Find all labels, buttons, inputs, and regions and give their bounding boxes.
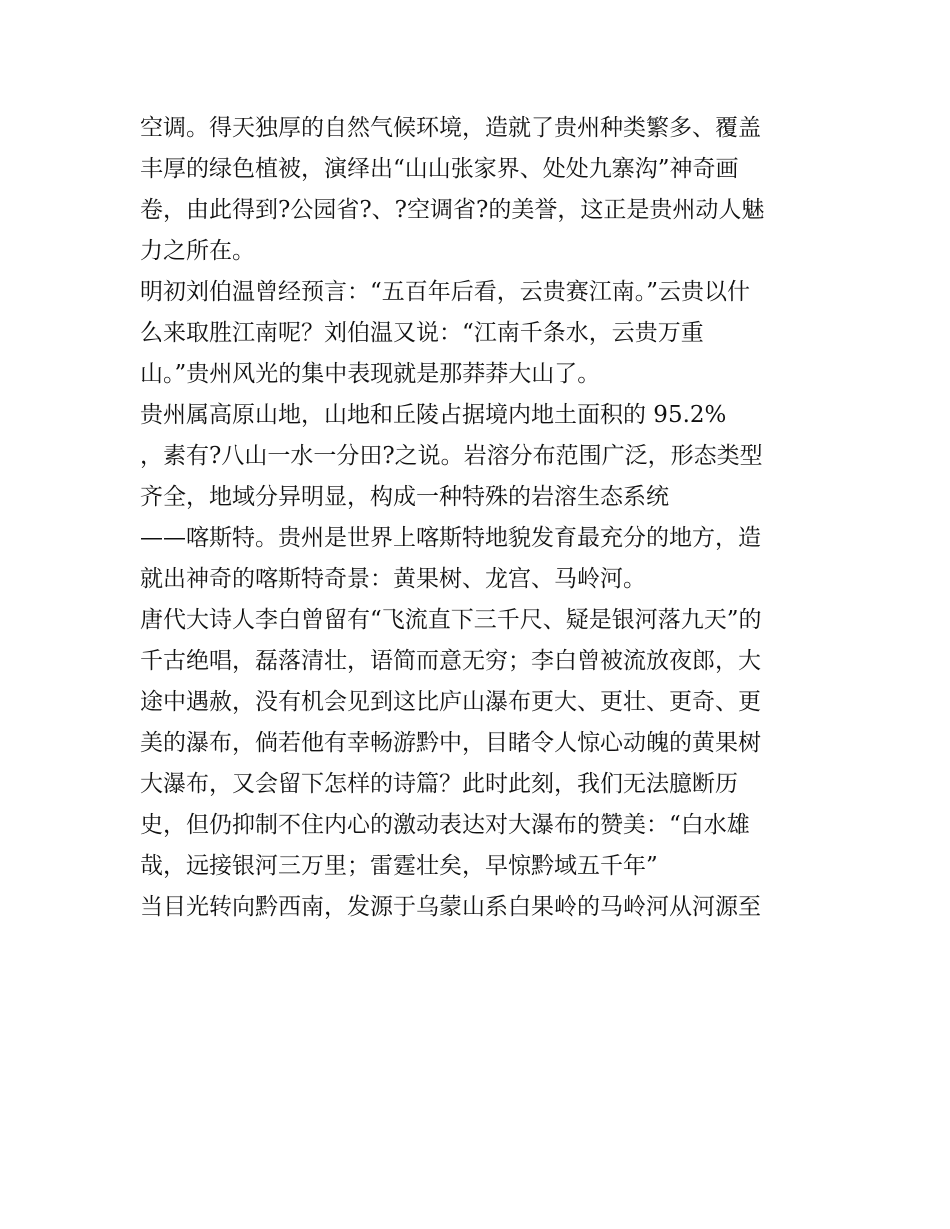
text-line: 贵州属高原山地，山地和丘陵占据境内地土面积的 95.2% bbox=[140, 402, 727, 428]
text-line: 史，但仍抑制不住内心的激动表达对大瀑布的赞美：“白水雄 bbox=[140, 812, 750, 838]
text-line: 就出神奇的喀斯特奇景：黄果树、龙宫、马岭河。 bbox=[140, 566, 646, 592]
text-line: 途中遇赦，没有机会见到这比庐山瀑布更大、更壮、更奇、更 bbox=[140, 689, 761, 715]
text-line: 丰厚的绿色植被，演绎出“山山张家界、处处九寨沟”神奇画 bbox=[140, 156, 739, 182]
text-line: ——喀斯特。贵州是世界上喀斯特地貌发育最充分的地方，造 bbox=[140, 525, 761, 551]
text-line: 齐全，地域分异明显，构成一种特殊的岩溶生态系统 bbox=[140, 484, 669, 510]
body-text bbox=[140, 108, 830, 928]
text-line: 唐代大诗人李白曾留有“飞流直下三千尺、疑是银河落九天”的 bbox=[140, 607, 762, 633]
text-line: 哉，远接银河三万里；雷霆壮矣，早惊黔域五千年” bbox=[140, 853, 658, 879]
text-line: 美的瀑布，倘若他有幸畅游黔中，目睹令人惊心动魄的黄果树 bbox=[140, 730, 761, 756]
text-line: 当目光转向黔西南，发源于乌蒙山系白果岭的马岭河从河源至 bbox=[140, 894, 761, 920]
text-line: 山。”贵州风光的集中表现就是那莽莽大山了。 bbox=[140, 361, 601, 387]
text-line: ，素有?八山一水一分田?之说。岩溶分布范围广泛，形态类型 bbox=[140, 443, 763, 469]
text-line: 卷，由此得到?公园省?、?空调省?的美誉，这正是贵州动人魅 bbox=[140, 197, 765, 223]
text-line: 千古绝唱，磊落清壮，语简而意无穷；李白曾被流放夜郎，大 bbox=[140, 648, 761, 674]
text-line: 么来取胜江南呢？刘伯温又说：“江南千条水，云贵万重 bbox=[140, 320, 704, 346]
text-line: 大瀑布，又会留下怎样的诗篇？此时此刻，我们无法臆断历 bbox=[140, 771, 738, 797]
text-line: 力之所在。 bbox=[140, 238, 255, 264]
text-line: 空调。得天独厚的自然气候环境，造就了贵州种类繁多、覆盖 bbox=[140, 115, 761, 141]
text-line: 明初刘伯温曾经预言：“五百年后看，云贵赛江南。”云贵以什 bbox=[140, 279, 751, 305]
